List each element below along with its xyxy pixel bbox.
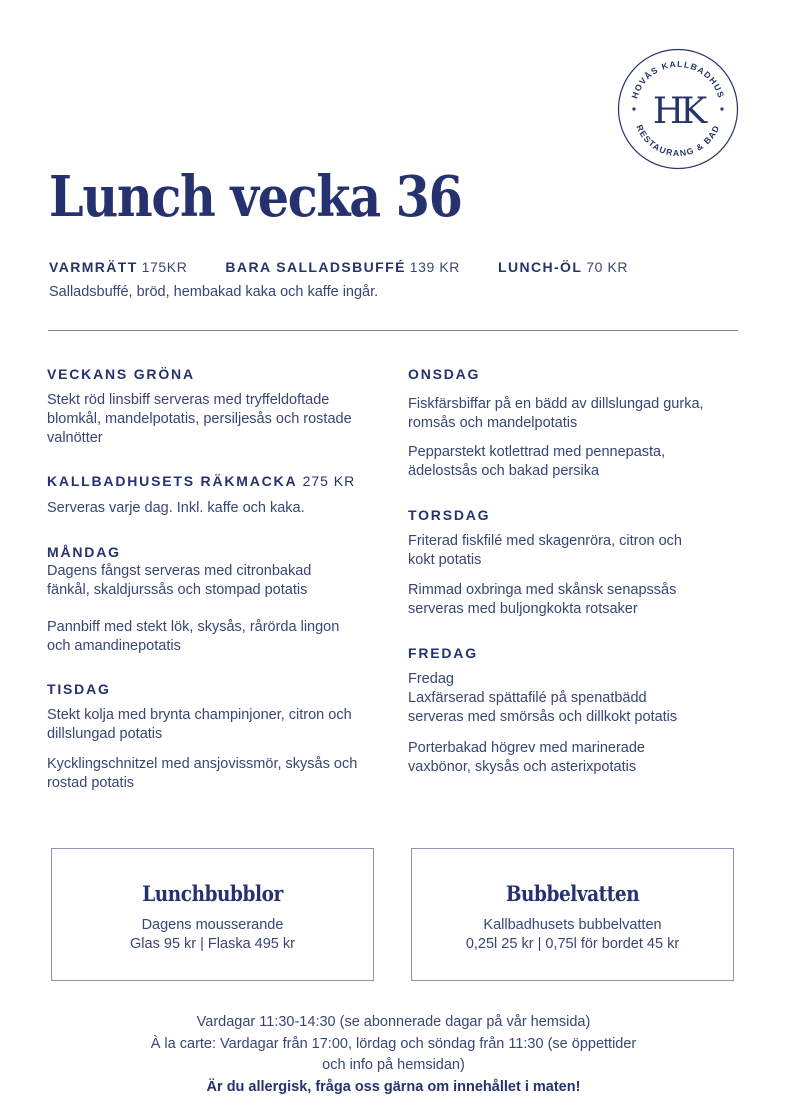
hovas-kallbadhus-logo	[617, 48, 739, 170]
dish-veckans-grona: Stekt röd linsbiff serveras med tryffeldoftade blomkål, mandelpotatis, persiljesås och rostade valnötter	[47, 392, 352, 446]
section-fredag: FREDAG	[408, 645, 478, 661]
section-torsdag: TORSDAG	[408, 507, 491, 523]
includes-note: Salladsbuffé, bröd, hembakad kaka och kaffe ingår.	[49, 284, 379, 300]
logo-ring-text-bottom: RESTAURANG & BAD	[634, 123, 722, 159]
dish-tisdag-1: Stekt kolja med brynta champinjoner, citron och dillslungad potatis	[47, 707, 352, 742]
dish-onsdag-1: Fiskfärsbiffar på en bädd av dillslungad gurka, romsås och mandelpotatis	[408, 396, 704, 431]
logo-monogram: HK	[652, 91, 704, 132]
logo-seal-icon	[617, 48, 739, 170]
bubbelvatten-line-1: Kallbadhusets bubbelvatten	[483, 917, 662, 933]
section-rakmacka: KALLBADHUSETS RÄKMACKA 275 KR	[47, 473, 356, 489]
dish-mandag-2: Pannbiff med stekt lök, skysås, rårörda lingon och amandinepotatis	[47, 619, 340, 654]
dish-torsdag-1: Friterad fiskfilé med skagenröra, citron och kokt potatis	[408, 533, 682, 568]
page-title: Lunch vecka 36	[49, 164, 462, 230]
bubbelvatten-box	[411, 848, 734, 981]
section-tisdag: TISDAG	[47, 681, 111, 697]
dish-onsdag-2: Pepparstekt kotlettrad med pennepasta, ädelostsås och bakad persika	[408, 444, 666, 479]
section-onsdag: ONSDAG	[408, 366, 481, 382]
price-salladsbuffe: BARA SALLADSBUFFÉ 139 KR	[225, 259, 460, 275]
footer-a-la-carte: À la carte: Vardagar från 17:00, lördag och söndag från 11:30 (se öppettider	[150, 1036, 637, 1052]
lunchbubblor-title: Lunchbubblor	[142, 881, 283, 906]
bubbelvatten-title: Bubbelvatten	[505, 881, 640, 906]
lunchbubblor-line-2: Glas 95 kr | Flaska 495 kr	[130, 936, 295, 952]
section-mandag: MÅNDAG	[47, 544, 121, 560]
price-lunch-ol: LUNCH-ÖL 70 KR	[498, 259, 629, 275]
section-veckans-grona: VECKANS GRÖNA	[47, 366, 195, 382]
price-row	[49, 259, 666, 275]
dish-torsdag-2: Rimmad oxbringa med skånsk senapssås serveras med buljongkokta rotsaker	[408, 582, 677, 617]
divider	[48, 330, 738, 331]
dish-tisdag-2: Kycklingschnitzel med ansjovissmör, skysås och rostad potatis	[47, 756, 358, 791]
bubbelvatten-line-2: 0,25l 25 kr | 0,75l för bordet 45 kr	[465, 936, 680, 952]
logo-ring-text-top: HOVÅS KALLBADHUS	[629, 58, 727, 100]
lunchbubblor-box	[51, 848, 374, 981]
lunchbubblor-line-1: Dagens mousserande	[141, 917, 284, 933]
rakmacka-price: 275 KR	[302, 473, 356, 489]
footer-opening-hours: Vardagar 11:30-14:30 (se abonnerade dagar på vår hemsida)	[196, 1014, 591, 1030]
footer-a-la-carte-cont: och info på hemsidan)	[322, 1057, 465, 1073]
dish-rakmacka: Serveras varje dag. Inkl. kaffe och kaka.	[47, 500, 305, 516]
price-varmratt: VARMRÄTT 175KR	[49, 259, 188, 275]
dish-mandag-1: Dagens fångst serveras med citronbakad fänkål, skaldjurssås och stompad potatis	[47, 563, 312, 598]
dish-fredag-1: Fredag Laxfärserad spättafilé på spenatbädd serveras med smörsås och dillkokt potatis	[408, 671, 678, 725]
footer-allergy-note: Är du allergisk, fråga oss gärna om innehållet i maten!	[206, 1079, 581, 1095]
dish-fredag-2: Porterbakad högrev med marinerade vaxbönor, skysås och asterixpotatis	[408, 740, 645, 775]
